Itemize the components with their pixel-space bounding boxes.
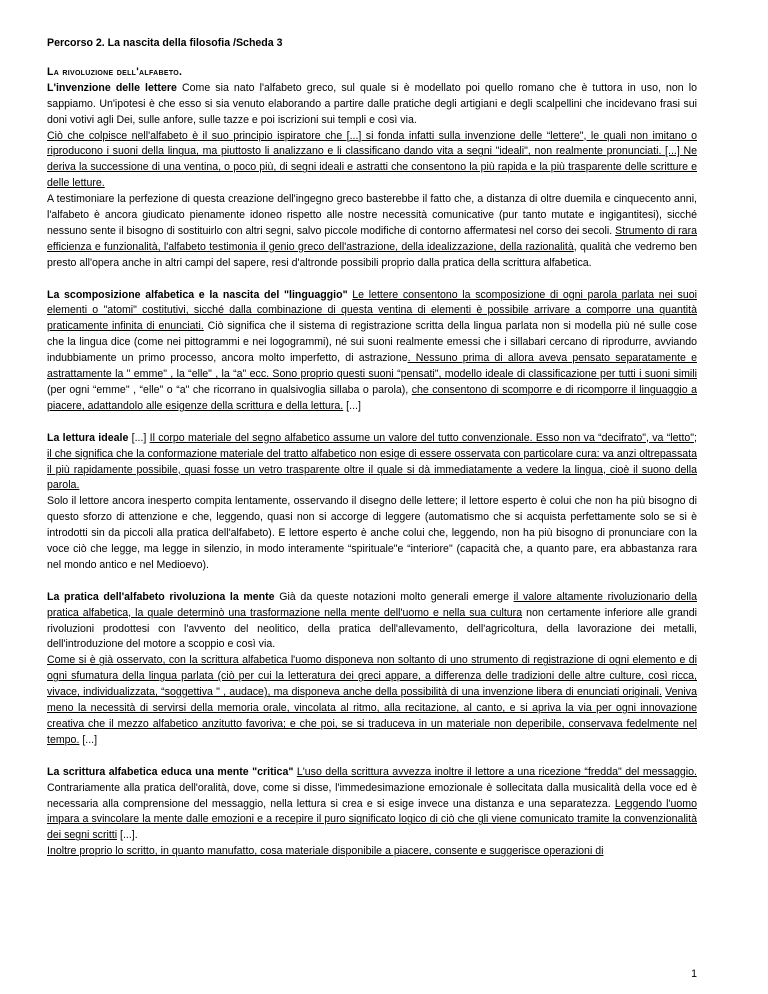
underlined-text: Come si è già osservato, con la scrittura alfabetica l'uomo disponeva non soltanto di uno strumento di registrazione di ogni elemento e di ogni sfumatura della lingua parlata (ciò per cui la letteratura dei greci appare, a differenza delle tradizioni delle altre culture, così ricca, vivace, individualizzata, “soggettiva " , audace), ma disponeva anche della possibilità di una invenzione libera di enunciati originali. <box>47 654 697 699</box>
underlined-text: Inoltre proprio lo scritto, in quanto manufatto, cosa materiale disponibile a piacere, consente e suggerisce operazioni di <box>47 845 604 858</box>
text-run: [...]. <box>117 829 138 842</box>
paragraph <box>47 590 697 654</box>
text-run: Ciò significa che il sistema di registrazione scritta della lingua parlata non si modella più né sulle cose che la lingua dice (come nei pittogrammi e nei logogrammi), né sui suoni realmente emessi che i sillabari cercano di riprodurre, avviando indubbiamente un primo processo, ancora molto imperfetto, di astrazione <box>47 320 697 365</box>
paragraph <box>47 288 697 415</box>
document-title: Percorso 2. La nascita della filosofia /Scheda 3 <box>47 37 283 49</box>
document-body <box>47 81 697 860</box>
underlined-text: Leggendo l'uomo impara a svincolare la mente dalle emozioni e a recepire il puro significato logico di ciò che gli viene comunicato tramite la convenzionalità dei segni scritti <box>47 797 697 842</box>
text-run: [...] <box>79 733 98 746</box>
text-run: (per ogni “emme" , “elle" o “a" che ricorrano in qualsivoglia sillaba o parola), <box>47 384 412 397</box>
underlined-text: Le lettere consentono la scomposizione di ogni parola parlata nei suoi elementi o "atomi" costitutivi, sicché dalla combinazione di questa ventina di elementi è possibile arrivare a comporre una quantità praticamente infinita di enunciati. <box>47 288 697 333</box>
text-run: [...] <box>128 431 150 444</box>
underlined-text: che consentono di scomporre e di ricomporre il linguaggio a piacere, adattandolo alle esigenze della scrittura e della lettura. <box>47 384 697 412</box>
text-run: Contrariamente alla pratica dell'oralità, dove, come si disse, l'immedesimazione emozionale è sollecitata dalla musicalità della voce ed è necessaria alla comprensione del messaggio, nella lettura si crea e si esige invece una distanza e una separatezza. <box>47 781 697 810</box>
section-heading: La rivoluzione dell'alfabeto. <box>47 65 183 78</box>
text-run: Come sia nato l'alfabeto greco, sul quale si è modellato poi quello romano che è tuttora in uso, non lo sappiamo. Un'ipotesi è che esso si sia venuto elaborando a partire dalle pratiche degli artigiani e degli scalpellini che incidevano frasi sui doni votivi agli Dei, sulle anfore, sulle tazze e poi iscrizioni sui templi e così via. <box>47 81 697 126</box>
paragraph-spacer <box>47 272 697 288</box>
text-run: Solo il lettore ancora inesperto compita lentamente, osservando il disegno delle lettere; il lettore esperto è colui che non ha più bisogno di questo sforzo di attenzione e che, leggendo, quasi non si accorge di leggere (automatismo che si acquista perfettamente solo se si è introdotti sin da piccoli alla pratica dell'alfabeto). E lettore esperto è anche colui che, leggendo, non ha più bisogno di pronunciare con la voce ciò che legge, ma legge in silenzio, in modo interamente “spirituale"e “interiore" (capacità che, a quanto pare, era abbastanza rara nel mondo antico e nel Medioevo). <box>47 495 697 571</box>
paragraph <box>47 81 697 129</box>
text-run: Già da queste notazioni molto generali emerge <box>274 590 514 603</box>
paragraph-heading: L'invenzione delle lettere <box>47 81 177 94</box>
paragraph-spacer <box>47 574 697 590</box>
paragraph <box>47 129 697 193</box>
underlined-text: . Nessuno prima di allora aveva pensato separatamente e astrattamente la " emme" , la “elle" , la “a" ecc. Sono proprio questi suoni “pensati", modello ideale di classificazione per tutti i suoni simili <box>47 352 697 381</box>
underlined-text: Ciò che colpisce nell'alfabeto è il suo principio ispiratore che [...] si fonda infatti sulla invenzione delle “lettere", le quali non imitano o riproducono i suoni della lingua, ma piuttosto li analizzano e li classificano dando vita a segni "ideali", non realmente pronunciati. [...] Ne deriva la successione di una ventina, o poco più, di segni ideali e astratti che consentono la più rapida e la più trasparente delle scritture e delle letture. <box>47 129 697 190</box>
underlined-text: Strumento di rara efficienza e funzionalità, l'alfabeto testimonia il genio greco dell'astrazione, della idealizzazione, della razionalità <box>47 224 697 253</box>
paragraph <box>47 431 697 495</box>
underlined-text: il valore altamente rivoluzionario della pratica alfabetica, la quale determinò una trasformazione nella mente dell'uomo e nella sua cultura <box>47 590 697 619</box>
paragraph-heading: La lettura ideale <box>47 431 129 444</box>
underlined-text: Il corpo materiale del segno alfabetico assume un valore del tutto convenzionale. Esso non va “decifrato", va “letto"; il che significa che la conformazione materiale del tratto alfabetico non esige di essere osservata con particolare cura: va anzi oltrepassata il più rapidamente possibile, quasi fosse un vetro trasparente oltre il quale si dà immediatamente a vedere la lingua, cioè il suono della parola. <box>47 431 697 492</box>
underlined-text: Veniva meno la necessità di servirsi della memoria orale, vincolata al ritmo, alla recitazione, al canto, e si apriva la via per ogni innovazione creativa che il mezzo alfabetico anzitutto favoriva; e che poi, se si traduceva in un materiale non deperibile, conservava fedelmente nel tempo. <box>47 686 697 746</box>
paragraph <box>47 844 697 860</box>
text-run: A testimoniare la perfezione di questa creazione dell'ingegno greco basterebbe il fatto che, a distanza di oltre duemila e cinquecento anni, l'alfabeto è ancora giudicato pienamente idoneo rispetto alle nostre necessità comunicative (pur tanto mutate e ingigantitesi), sicché nessuno sente il bisogno di sostituirlo con altri segni, salvo piccole modifiche di contorno affermatesi nel corso dei secoli. <box>47 193 697 237</box>
paragraph <box>47 192 697 272</box>
paragraph-spacer <box>47 415 697 431</box>
paragraph <box>47 765 697 845</box>
paragraph-heading: La pratica dell'alfabeto rivoluziona la mente <box>47 590 275 603</box>
underlined-text: L'uso della scrittura avvezza inoltre il lettore a una ricezione “fredda" del messaggio. <box>296 765 697 778</box>
text-run: non certamente inferiore alle grandi rivoluzioni prodottesi con l'avvento del neolitico, della pratica dell'allevamento, dell'agricoltura, della lavorazione dei metalli, dell'introduzione del motore a scoppio e così via. <box>47 606 697 651</box>
paragraph <box>47 494 697 574</box>
text-run: [...] <box>343 399 361 412</box>
text-run: , qualità che vedremo ben presto all'opera anche in altri campi del sapere, resi d'altronde possibili proprio dalla pratica della scrittura alfabetica. <box>47 240 697 269</box>
paragraph <box>47 653 697 748</box>
paragraph-spacer <box>47 749 697 765</box>
page-number: 1 <box>691 968 697 980</box>
paragraph-heading: La scrittura alfabetica educa una mente "critica" <box>47 765 294 778</box>
paragraph-heading: La scomposizione alfabetica e la nascita del "linguaggio" <box>47 288 348 301</box>
